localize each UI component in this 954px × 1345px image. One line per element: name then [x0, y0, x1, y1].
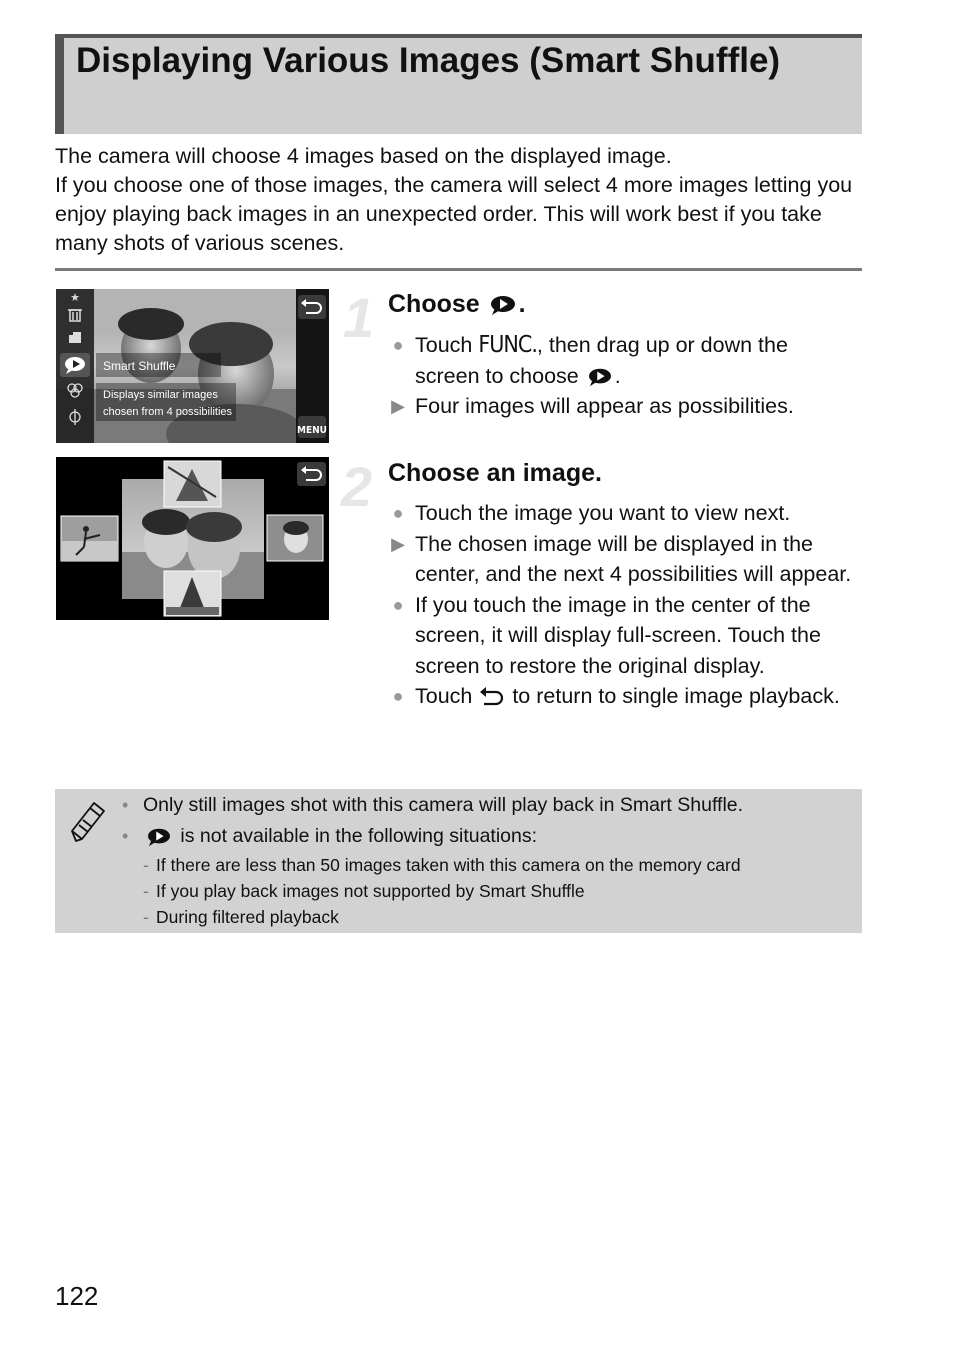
step-1-instruction	[388, 330, 858, 391]
result-arrow-icon: ▶	[391, 396, 405, 416]
intro-line-2: If you choose one of those images, the camera will select 4 more images letting you enjoy playing back images in an unexpected order. This will work best if you take many shots of various scenes.	[55, 173, 853, 255]
page-number: 122	[55, 1281, 99, 1311]
note-list	[122, 790, 857, 930]
possibility-image-left[interactable]	[61, 516, 118, 561]
camera-screen-shuffle	[56, 457, 329, 620]
step-number-2: 2	[341, 455, 373, 518]
bullet-circle-icon: ●	[392, 335, 404, 355]
smart-shuffle-icon	[585, 366, 615, 388]
step-2-item-3-text: If you touch the image in the center of the screen, it will display full-screen. Touch the screen to restore the original display.	[415, 592, 821, 678]
camera-screen-menu	[56, 289, 329, 443]
return-icon	[478, 685, 506, 709]
note-subitem: - If there are less than 50 images taken with this camera on the memory card	[143, 855, 741, 875]
smart-shuffle-icon	[487, 293, 519, 317]
step-2-item-1-text: Touch the image you want to view next.	[415, 501, 791, 525]
title-accent-bar	[55, 34, 64, 134]
pencil-note-icon	[68, 797, 108, 845]
menu-button[interactable]: MENU	[297, 425, 327, 436]
return-suffix: to return to single image playback.	[506, 684, 840, 708]
step-2-item-4	[388, 681, 860, 712]
step-1-title	[388, 289, 526, 319]
bullet-circle-icon: ●	[392, 594, 404, 615]
result-arrow-icon: ▶	[391, 533, 405, 554]
possibility-image-bottom[interactable]	[164, 571, 221, 616]
star-icon[interactable]: ★	[70, 291, 80, 304]
intro-text	[55, 142, 865, 258]
touch-suffix: , then drag up or down the screen to choose	[415, 333, 788, 388]
possibility-image-top[interactable]	[164, 461, 221, 507]
smart-shuffle-icon	[143, 826, 175, 848]
bullet-dot-icon: •	[122, 826, 129, 846]
step-2-item-2	[388, 529, 860, 590]
possibility-image-right[interactable]	[267, 515, 323, 561]
step-2-item-3	[388, 590, 860, 682]
step-1-title-period: .	[518, 290, 526, 318]
bullet-dot-icon: •	[122, 795, 129, 815]
note-subitem: - If you play back images not supported by Smart Shuffle	[143, 881, 585, 901]
step-1-items	[388, 330, 858, 422]
step-2-items	[388, 498, 860, 712]
screen-2-illustration	[56, 457, 329, 620]
menu-description-line1: Displays similar images	[103, 389, 218, 401]
func-button-label: FUNC.	[478, 332, 537, 358]
bullet-circle-icon: ●	[392, 686, 404, 706]
menu-item-label: Smart Shuffle	[103, 359, 176, 373]
note-line-1	[122, 790, 857, 821]
divider	[55, 268, 862, 271]
touch-end: .	[614, 363, 621, 388]
note-line-2-text: is not available in the following situations:	[175, 825, 538, 847]
intro-line-1: The camera will choose 4 images based on the displayed image.	[55, 144, 672, 168]
bullet-circle-icon: ●	[392, 503, 404, 523]
touch-prefix: Touch	[415, 333, 479, 357]
note-subitem-2-text: If you play back images not supported by Smart Shuffle	[156, 881, 585, 901]
step-1-result-text: Four images will appear as possibilities.	[415, 394, 794, 418]
step-2-item-1	[388, 498, 860, 529]
note-subitem: - During filtered playback	[143, 907, 339, 927]
step-number-1: 1	[343, 286, 375, 349]
step-2-title: Choose an image.	[388, 459, 602, 487]
note-line-2	[122, 821, 857, 852]
step-2-item-2-text: The chosen image will be displayed in the center, and the next 4 possibilities will appear.	[415, 531, 852, 586]
note-line-1-text: Only still images shot with this camera will play back in Smart Shuffle.	[143, 794, 744, 816]
note-subitem-3-text: During filtered playback	[156, 907, 339, 927]
note-subitem-1-text: If there are less than 50 images taken with this camera on the memory card	[156, 855, 741, 875]
step-1-result	[388, 391, 858, 422]
return-prefix: Touch	[415, 684, 479, 708]
step-1-title-text: Choose	[388, 290, 480, 318]
page-title: Displaying Various Images (Smart Shuffle)	[76, 41, 781, 80]
menu-description-line2: chosen from 4 possibilities	[103, 406, 233, 418]
screen-1-illustration	[56, 289, 329, 443]
